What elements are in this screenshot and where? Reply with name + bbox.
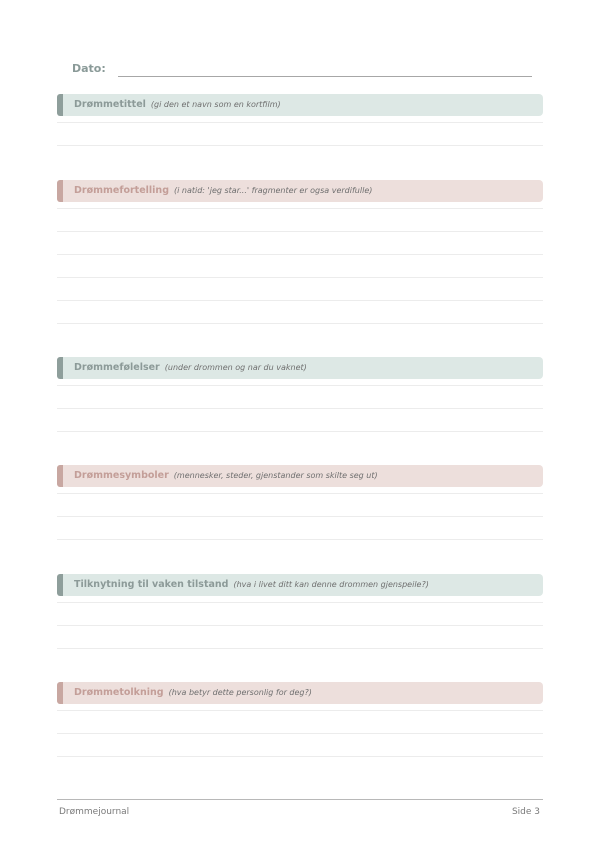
- write-line[interactable]: [57, 385, 543, 386]
- write-line[interactable]: [57, 300, 543, 301]
- section-title: Tilknytning til vaken tilstand: [74, 579, 229, 590]
- section-header: [57, 682, 543, 704]
- footer-journal-name: Drømmejournal: [59, 807, 130, 817]
- section-header: [57, 465, 543, 487]
- write-line[interactable]: [57, 431, 543, 432]
- section-waking-connection: [57, 574, 543, 649]
- section-title: Drømmefølelser: [74, 362, 160, 373]
- write-line[interactable]: [57, 648, 543, 649]
- write-line[interactable]: [57, 145, 543, 146]
- write-line[interactable]: [57, 625, 543, 626]
- write-line[interactable]: [57, 733, 543, 734]
- write-line[interactable]: [57, 323, 543, 324]
- write-line[interactable]: [57, 539, 543, 540]
- section-dream-title: [57, 94, 543, 146]
- section-title: Drømmesymboler: [74, 470, 169, 481]
- section-header: [57, 180, 543, 202]
- header-accent-bar: [57, 465, 63, 487]
- section-dream-interpretation: [57, 682, 543, 757]
- write-line[interactable]: [57, 710, 543, 711]
- section-header: [57, 94, 543, 116]
- section-dream-feelings: [57, 357, 543, 432]
- section-hint: (hva i livet ditt kan denne drommen gjenspeile?): [233, 580, 429, 589]
- section-hint: (hva betyr dette personlig for deg?): [168, 688, 312, 697]
- section-title: Drømmetittel: [74, 99, 146, 110]
- section-title: Drømmetolkning: [74, 687, 164, 698]
- section-hint: (i natid: 'jeg star...' fragmenter er ogsa verdifulle): [174, 186, 373, 195]
- section-title: Drømmefortelling: [74, 185, 169, 196]
- date-label: Dato:: [72, 62, 106, 75]
- write-line[interactable]: [57, 602, 543, 603]
- write-line[interactable]: [57, 756, 543, 757]
- section-dream-story: [57, 180, 543, 324]
- write-line[interactable]: [57, 254, 543, 255]
- header-accent-bar: [57, 94, 63, 116]
- write-line[interactable]: [57, 208, 543, 209]
- date-write-line[interactable]: [118, 76, 532, 77]
- write-line[interactable]: [57, 231, 543, 232]
- write-line[interactable]: [57, 122, 543, 123]
- section-header: [57, 357, 543, 379]
- write-line[interactable]: [57, 277, 543, 278]
- date-row: [72, 62, 532, 80]
- header-accent-bar: [57, 357, 63, 379]
- header-accent-bar: [57, 682, 63, 704]
- footer-divider: [57, 799, 543, 800]
- header-accent-bar: [57, 574, 63, 596]
- footer-page-number: Side 3: [511, 807, 540, 817]
- write-line[interactable]: [57, 408, 543, 409]
- write-line[interactable]: [57, 516, 543, 517]
- section-header: [57, 574, 543, 596]
- section-dream-symbols: [57, 465, 543, 540]
- section-hint: (under drommen og nar du vaknet): [164, 363, 307, 372]
- section-hint: (mennesker, steder, gjenstander som skilte seg ut): [173, 471, 378, 480]
- section-hint: (gi den et navn som en kortfilm): [150, 100, 281, 109]
- header-accent-bar: [57, 180, 63, 202]
- write-line[interactable]: [57, 493, 543, 494]
